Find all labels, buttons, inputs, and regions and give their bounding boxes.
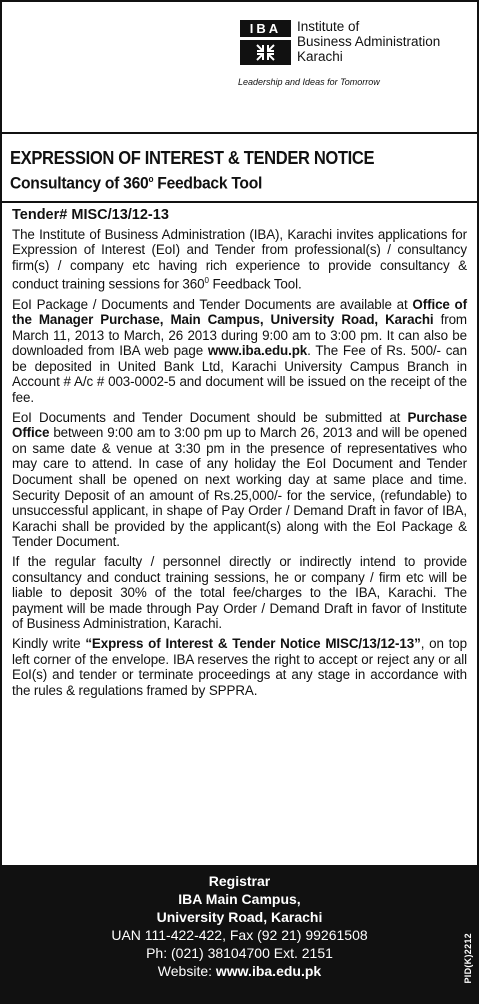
para5-text-1: Kindly write: [12, 635, 86, 651]
footer-website-link[interactable]: www.iba.edu.pk: [215, 963, 322, 979]
paragraph-invitation: [12, 227, 467, 293]
institute-name: [297, 19, 440, 64]
footer-campus: IBA Main Campus,: [178, 891, 301, 907]
institute-line-2: Business Administration: [297, 34, 441, 49]
para3-text-2: between 9:00 am to 3:00 pm up to March 26, 2013 and will be opened on same date & venue at 3:30 pm in the presence of representatives who may care to attend. In case of any holiday the EoI Document and Tender Document shall be opened on next working day at same place and time. Security Deposit of an amount of Rs.25,000/- for the service, (refundable) to unsuccessful applicant, in shape of Pay Order / Demand Draft in favor of IBA, Karachi shall be provided by the applicant(s) along with the EoI Package & Tender Document.: [12, 425, 467, 550]
notice-body: [2, 203, 477, 699]
footer-registrar: Registrar: [208, 873, 271, 889]
subtitle-before: Consultancy of 360: [10, 173, 149, 193]
para1-text-end: Feedback Tool.: [208, 276, 302, 292]
tagline: Leadership and Ideas for Tomorrow: [238, 77, 380, 87]
institute-line-1: Institute of: [297, 19, 360, 34]
para3-text-1: EoI Documents and Tender Document should be submitted at: [12, 409, 408, 425]
paragraph-submission: [12, 410, 467, 550]
subtitle-degree: o: [148, 174, 154, 184]
paragraph-availability: [12, 297, 467, 406]
footer-website: [2, 962, 477, 980]
footer-uan-fax: UAN 111-422-422, Fax (92 21) 99261508: [111, 927, 368, 943]
tender-number: Tender# MISC/13/12-13: [12, 206, 169, 223]
notice-title: EXPRESSION OF INTEREST & TENDER NOTICE: [10, 148, 375, 168]
para5-envelope-label: “Express of Interest & Tender Notice MISC/13/12-13”: [85, 635, 421, 651]
iba-emblem-icon: [240, 40, 291, 65]
para5-text-2: , on top left corner of the envelope. IBA reserves the right to accept or reject any or all EoI(s) and tender or terminate proceedings at any stage in accordance with the rules & regulations framed by SPPRA.: [12, 635, 467, 698]
paragraph-faculty: If the regular faculty / personnel directly or indirectly intend to provide consultancy and conduct training sessions, he or company / firm etc will be liable to deposit 30% of the total fee/charges to the IBA, Karachi. The payment will be made through Pay Order / Demand Draft in favor of Institute of Business Administration, Karachi.: [12, 554, 467, 632]
footer-road: University Road, Karachi: [156, 909, 323, 925]
notice-subtitle: [10, 169, 440, 194]
publication-id: PID(K)2212: [463, 933, 473, 984]
titles: [2, 134, 477, 194]
para2-text-2: from March 11, 2013 to March, 26 2013 during 9:00 am to 3:00 pm. It can also be downloaded from IBA web page: [12, 312, 467, 359]
para2-text-1: EoI Package / Documents and Tender Documents are available at: [12, 296, 413, 312]
header: [2, 2, 477, 134]
paragraph-envelope: [12, 636, 467, 698]
institute-line-3: Karachi: [297, 49, 343, 64]
para3-office: Purchase Office: [12, 409, 467, 441]
para1-degree: 0: [204, 276, 209, 286]
footer-phone: Ph: (021) 38104700 Ext. 2151: [146, 945, 333, 961]
subtitle-after: Feedback Tool: [153, 173, 263, 193]
header-divider: [2, 132, 477, 134]
para2-office-address: Office of the Manager Purchase, Main Campus, University Road, Karachi: [12, 296, 467, 328]
para1-text: The Institute of Business Administration (IBA), Karachi invites applications for Expression of Interest (EoI) and Tender from professional(s) / consultancy firm(s) / company etc having rich experience to provide consultancy & conduct training sessions for 360: [12, 226, 467, 292]
contact-footer: [2, 865, 477, 1002]
footer-website-label: Website:: [157, 963, 216, 979]
para2-website: www.iba.edu.pk: [207, 343, 308, 359]
logo-iba-text: IBA: [240, 20, 291, 37]
para2-text-3: . The Fee of Rs. 500/- can be deposited in United Bank Ltd, Karachi University Campus Branch in Account # A/c # 003-0002-5 and document will be issued on the receipt of the fee.: [12, 343, 468, 406]
logo-mark: [240, 20, 291, 65]
